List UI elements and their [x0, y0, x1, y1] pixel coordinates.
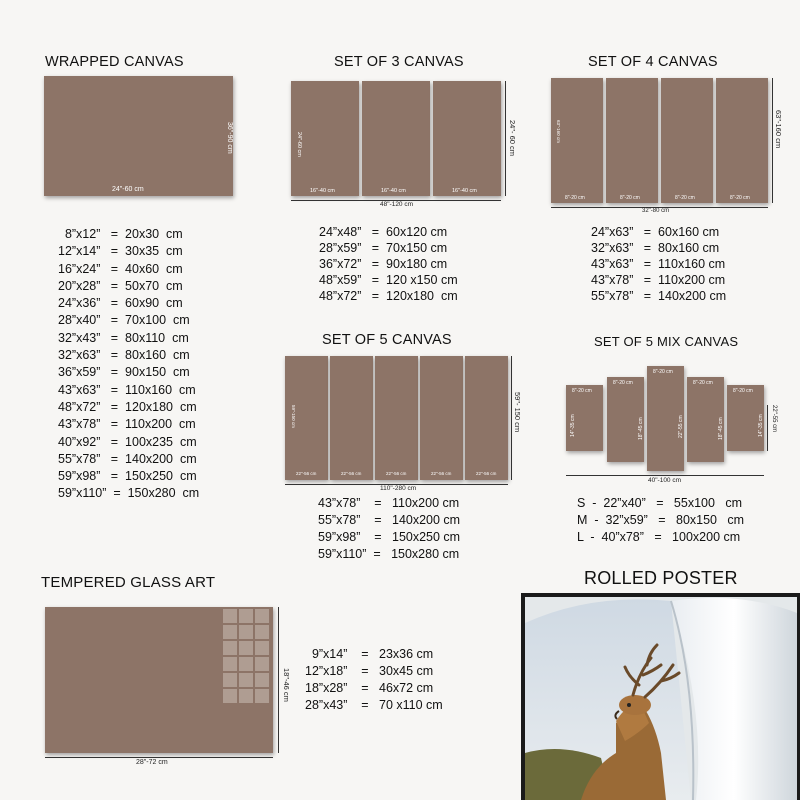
glass-size-list — [305, 646, 443, 714]
set3-canvas-title: SET OF 3 CANVAS — [334, 54, 464, 70]
size-row: 43”x63” = 110x160 cm — [591, 257, 726, 271]
size-row: 20”x28” = 50x70 cm — [58, 278, 183, 293]
set5-canvas-title: SET OF 5 CANVAS — [322, 332, 452, 348]
size-row: L - 40”x78” = 100x200 cm — [577, 530, 741, 544]
set5-panel-2 — [330, 356, 373, 480]
set3-height-line — [505, 81, 506, 196]
glass-width-line — [45, 757, 273, 758]
set5-height-line — [511, 356, 512, 480]
wrapped-width-label: 24"-60 cm — [112, 186, 144, 193]
size-row: 12”x18” = 30x45 cm — [305, 664, 434, 678]
set5-panel-label-2: 22"-56 cm — [341, 471, 362, 476]
mix5-panel-label-4: 8"-20 cm — [693, 380, 713, 386]
set5-panel-label-1: 22"-56 cm — [296, 471, 317, 476]
glass-width-label: 28"-72 cm — [136, 759, 168, 766]
mix5-width-line — [566, 475, 764, 476]
size-row: 48”x72” = 120x180 cm — [58, 399, 197, 414]
glass-art-title: TEMPERED GLASS ART — [41, 574, 216, 591]
size-row: 32”x63” = 80x160 cm — [591, 241, 720, 255]
mix5-panel-height-label-5: 14"-35 cm — [758, 414, 764, 437]
set5-size-list — [318, 495, 460, 563]
mix5-total-height-label: 22"-55 cm — [771, 405, 777, 433]
size-row: 28”x59” = 70x150 cm — [319, 241, 448, 255]
set3-panel-2 — [362, 81, 430, 196]
mix5-panel-height-label-4: 18"-45 cm — [718, 417, 724, 440]
set3-panel-height-label: 24"-60 cm — [296, 132, 302, 157]
wrapped-size-list — [58, 226, 199, 503]
size-row: 28”x43” = 70 x110 cm — [305, 698, 443, 712]
set4-height-line — [772, 78, 773, 203]
set5-panel-height-label: 59"-150 cm — [291, 405, 296, 428]
set3-size-list — [319, 224, 458, 304]
rolled-poster-title: ROLLED POSTER — [584, 568, 738, 588]
size-row: 28”x40” = 70x100 cm — [58, 313, 190, 328]
mix5-size-list — [577, 495, 744, 546]
mix5-panel-label-1: 8"-20 cm — [572, 388, 592, 394]
set4-panel-2 — [606, 78, 658, 203]
set4-total-width-label: 32"-80 cm — [642, 208, 670, 214]
set3-panel-label-3: 16"-40 cm — [452, 188, 477, 194]
set3-panel-label-1: 16"-40 cm — [310, 188, 335, 194]
set5-panel-3 — [375, 356, 418, 480]
set4-canvas-title: SET OF 4 CANVAS — [588, 54, 718, 70]
mix5-panel-label-5: 8"-20 cm — [733, 388, 753, 394]
set5-total-height-label: 59"- 150 cm — [513, 392, 522, 433]
set4-total-height-label: 63"-160 cm — [774, 110, 783, 149]
mix5-canvas-title: SET OF 5 MIX CANVAS — [594, 334, 739, 349]
set5-panel-label-4: 22"-56 cm — [431, 471, 452, 476]
size-row: 48”x59” = 120 x150 cm — [319, 273, 458, 287]
set3-panel-3 — [433, 81, 501, 196]
mix5-height-line — [767, 405, 768, 451]
size-row: 59”x98” = 150x250 cm — [318, 530, 461, 544]
glass-art-panel — [45, 607, 273, 753]
mix5-panel-height-label-3: 22"-55 cm — [678, 415, 684, 438]
glass-height-label: 18"-46 cm — [282, 668, 291, 702]
size-row: 55”x78” = 140x200 cm — [318, 513, 461, 527]
size-row: 43”x78” = 110x200 cm — [591, 273, 726, 287]
set3-total-height-label: 24"- 60 cm — [508, 120, 517, 157]
size-row: 59”x110” = 150x280 cm — [58, 486, 200, 501]
set5-total-width-label: 110"-280 cm — [380, 485, 417, 492]
wrapped-canvas-panel — [44, 76, 233, 196]
size-row: 24”x36” = 60x90 cm — [58, 296, 183, 311]
mix5-panel-label-2: 8"-20 cm — [613, 380, 633, 386]
size-row: 16”x24” = 40x60 cm — [58, 261, 183, 276]
deer-photo-icon — [521, 593, 800, 800]
set5-panel-label-3: 22"-56 cm — [386, 471, 407, 476]
size-row: 55”x78” = 140x200 cm — [58, 451, 197, 466]
size-row: 36”x72” = 90x180 cm — [319, 257, 448, 271]
rolled-poster-image — [521, 593, 800, 800]
size-row: 40”x92” = 100x235 cm — [58, 434, 197, 449]
set4-panel-3 — [661, 78, 713, 203]
set4-panel-label-1: 8"-20 cm — [565, 195, 585, 201]
set3-total-width-label: 48"-120 cm — [380, 201, 414, 208]
size-row: 43”x78” = 110x200 cm — [58, 417, 196, 432]
set4-panel-label-3: 8"-20 cm — [675, 195, 695, 201]
size-row: 32”x63” = 80x160 cm — [58, 348, 190, 363]
set5-panel-label-5: 22"-56 cm — [476, 471, 497, 476]
size-row: 8”x12” = 20x30 cm — [58, 227, 183, 241]
size-row: 43”x78” = 110x200 cm — [318, 496, 460, 510]
size-row: 48”x72” = 120x180 cm — [319, 289, 458, 303]
size-row: 32”x43” = 80x110 cm — [58, 330, 189, 345]
mix5-panel-height-label-2: 18"-45 cm — [638, 417, 644, 440]
size-row: 59”x98” = 150x250 cm — [58, 469, 197, 484]
mix5-panel-height-label-1: 14"-35 cm — [570, 414, 576, 437]
set5-panel-5 — [465, 356, 508, 480]
wrapped-height-label: 36"-90 cm — [226, 122, 233, 154]
size-row: M - 32”x59” = 80x150 cm — [577, 513, 745, 527]
size-row: 9”x14” = 23x36 cm — [305, 647, 434, 661]
set4-panel-label-2: 8"-20 cm — [620, 195, 640, 201]
glass-height-line — [278, 607, 279, 753]
set4-panel-4 — [716, 78, 768, 203]
size-row: 59”x110” = 150x280 cm — [318, 547, 460, 561]
mix5-total-width-label: 40"-100 cm — [648, 477, 682, 484]
size-row: 36”x59” = 90x150 cm — [58, 365, 190, 380]
set4-panel-label-4: 8"-20 cm — [730, 195, 750, 201]
set4-panel-height-label: 63"-160 cm — [556, 120, 561, 143]
size-row: 18”x28” = 46x72 cm — [305, 681, 434, 695]
set4-size-list — [591, 224, 726, 304]
size-row: S - 22”x40” = 55x100 cm — [577, 496, 743, 510]
size-row: 43”x63” = 110x160 cm — [58, 382, 196, 397]
size-row: 24”x63” = 60x160 cm — [591, 225, 720, 239]
set3-panel-label-2: 16"-40 cm — [381, 188, 406, 194]
size-row: 55”x78” = 140x200 cm — [591, 289, 727, 303]
glass-reflection-grid — [223, 609, 269, 703]
size-row: 24”x48” = 60x120 cm — [319, 225, 448, 239]
set5-panel-4 — [420, 356, 463, 480]
size-row: 12”x14” = 30x35 cm — [58, 244, 183, 259]
mix5-panel-label-3: 8"-20 cm — [653, 369, 673, 375]
wrapped-canvas-title: WRAPPED CANVAS — [45, 54, 184, 70]
